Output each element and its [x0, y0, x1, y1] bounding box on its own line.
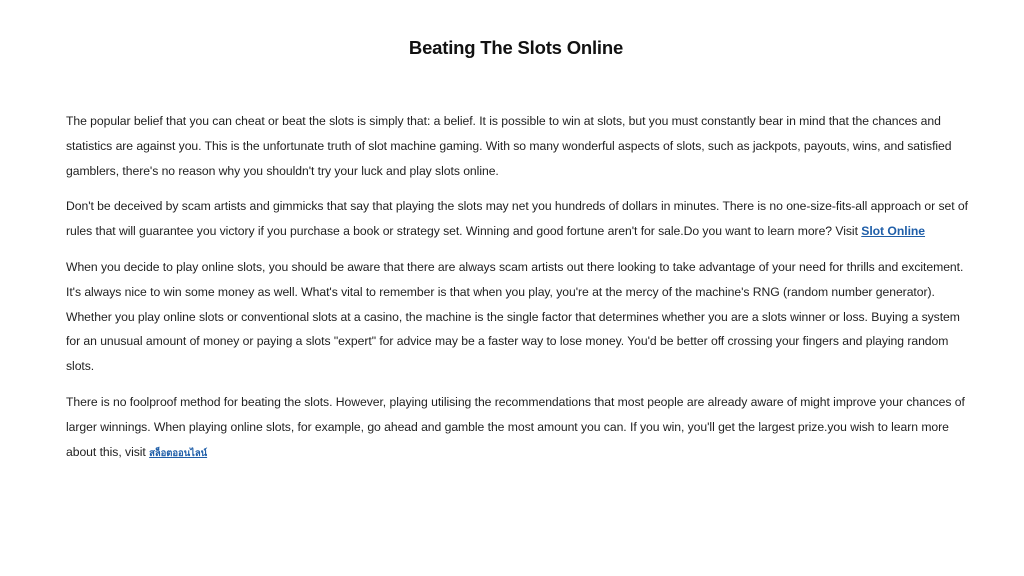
paragraph-2	[66, 194, 976, 244]
paragraph-3	[66, 255, 976, 379]
paragraph-1-text: The popular belief that you can cheat or beat the slots is simply that: a belief. It is possible to win at slots, but you must constantly bear in mind that the chances and statistics are against you. This is the unfortunate truth of slot machine gaming. With so many wonderful aspects of slots, such as jackpots, payouts, wins, and satisfied gamblers, there's no reason why you shouldn't try your luck and play slots online.	[66, 114, 952, 178]
page-title: Beating The Slots Online	[408, 37, 624, 58]
paragraph-1	[66, 109, 976, 183]
paragraph-4	[66, 390, 976, 466]
slot-online-link[interactable]: Slot Online	[861, 224, 926, 239]
thai-slot-online-link[interactable]: สล็อตออนไลน์	[149, 447, 208, 459]
paragraph-4-text: There is no foolproof method for beating the slots. However, playing utilising the recommendations that most people are already aware of might improve your chances of larger winnings. When playing online slots, for example, go ahead and gamble the most amount you can. If you win, you'll get the largest prize.you wish to learn more about this, visit	[66, 394, 965, 459]
document-body	[66, 109, 976, 477]
paragraph-2-text: Don't be deceived by scam artists and gimmicks that say that playing the slots may net you hundreds of dollars in minutes. There is no one-size-fits-all approach or set of rules that will guarantee you victory if you purchase a book or strategy set. Winning and good fortune aren't for sale.Do you want to learn more? Visit	[66, 199, 968, 239]
paragraph-3-text: When you decide to play online slots, you should be aware that there are always scam artists out there looking to take advantage of your need for thrills and excitement. It's always nice to win some money as well. What's vital to remember is that when you play, you're at the mercy of the machine's RNG (random number generator). Whether you play online slots or conventional slots at a casino, the machine is the single factor that determines whether you are a slots winner or loss. Buying a system for an unusual amount of money or paying a slots "expert" for advice may be a faster way to lose money. You'd be better off crossing your fingers and playing random slots.	[66, 259, 964, 374]
